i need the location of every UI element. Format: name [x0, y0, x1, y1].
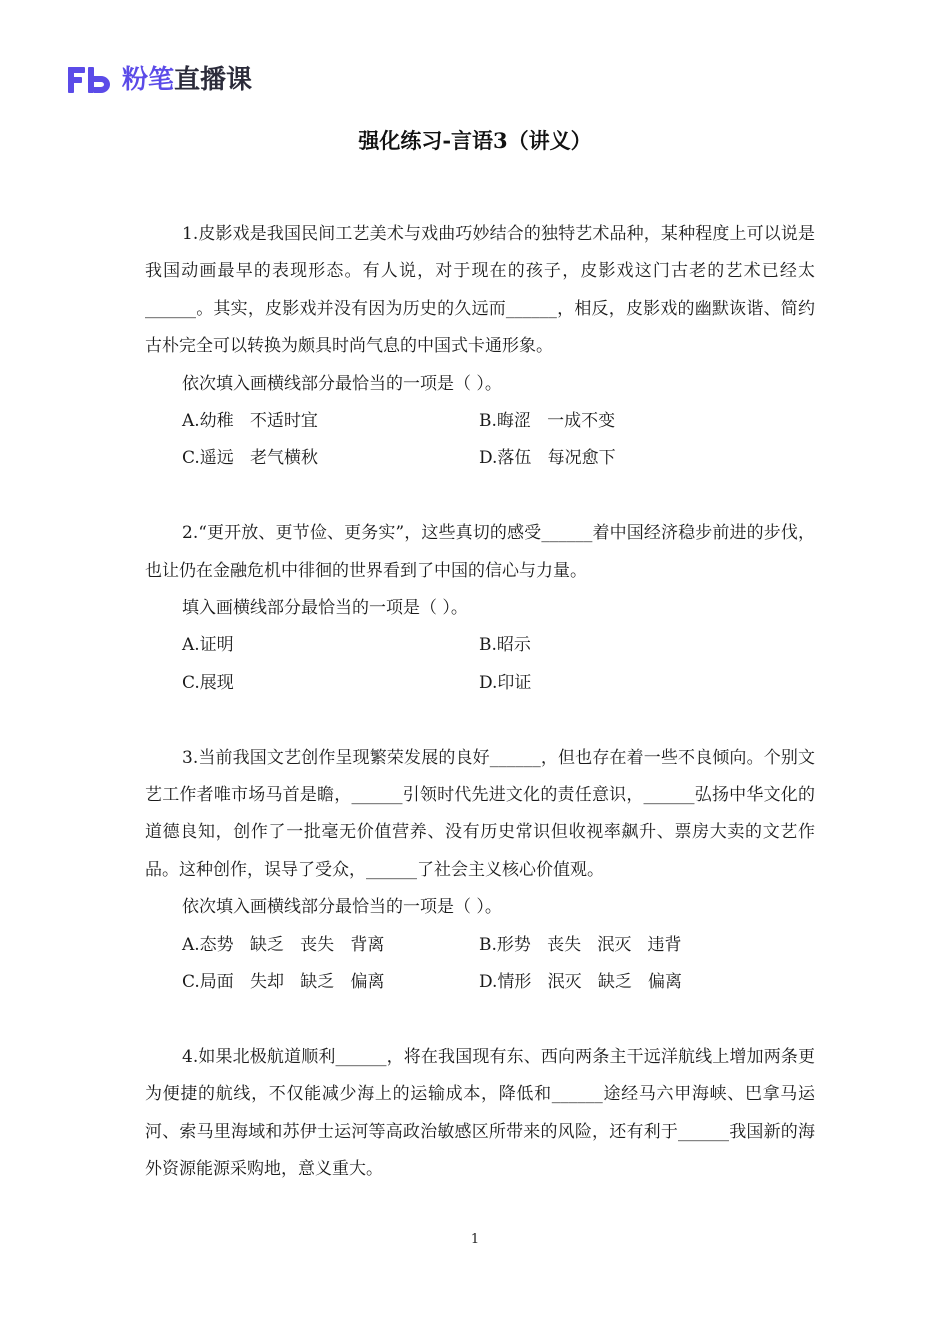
option-a: A.态势 缺乏 丧失 背离 — [182, 934, 385, 955]
question-stem: 4.如果北极航道顺利______，将在我国现有东、西向两条主干远洋航线上增加两条更为便捷的航线，不仅能减少海上的运输成本，降低和______途经马六甲海峡、巴拿马运河、索马里海域和苏伊士运河等高政治敏感区所带来的风险，还有利于______我国新的海外资源能源采购地，意义重大。 — [145, 1046, 815, 1180]
option-d: D.情形 泯灭 缺乏 偏离 — [479, 972, 683, 993]
questions-container — [145, 216, 815, 1226]
options — [145, 403, 815, 478]
brand-logo — [66, 60, 252, 100]
question-stem: 3.当前我国文艺创作呈现繁荣发展的良好______，但也存在着一些不良倾向。个别文艺工作者唯市场马首是瞻，______引领时代先进文化的责任意识，______弘扬中华文化的道德良知，创作了一批毫无价值营养、没有历史常识但收视率飙升、票房大卖的文艺作品。这种创作，误导了受众，______了社会主义核心价值观。 — [145, 747, 815, 880]
option-c: C.局面 失却 缺乏 偏离 — [182, 972, 385, 993]
options — [145, 927, 815, 1002]
fb-logo-icon — [66, 64, 114, 96]
brand-rest: 直播课 — [174, 65, 253, 95]
question-stem: 1.皮影戏是我国民间工艺美术与戏曲巧妙结合的独特艺术品种，某种程度上可以说是我国动画最早的表现形态。有人说，对于现在的孩子，皮影戏这门古老的艺术已经太______。其实，皮影戏并没有因为历史的久远而______，相反，皮影戏的幽默诙谐、简约古朴完全可以转换为颇具时尚气息的中国式卡通形象。 — [145, 224, 815, 357]
option-b: B.形势 丧失 泯灭 违背 — [479, 934, 682, 955]
option-d: D.印证 — [479, 672, 532, 693]
brand-accent: 粉笔 — [122, 65, 175, 95]
question-1 — [145, 216, 815, 478]
option-b: B.晦涩 一成不变 — [479, 411, 616, 432]
brand-name — [122, 60, 252, 100]
question-2 — [145, 515, 815, 702]
option-b: B.昭示 — [479, 635, 531, 656]
option-a: A.幼稚 不适时宜 — [182, 411, 318, 432]
option-a: A.证明 — [182, 635, 234, 656]
options — [145, 627, 815, 702]
option-c: C.遥远 老气横秋 — [182, 448, 319, 469]
question-4 — [145, 1039, 815, 1189]
question-3 — [145, 740, 815, 1002]
question-stem: 2.“更开放、更节俭、更务实”，这些真切的感受______着中国经济稳步前进的步伐，也让仍在金融危机中徘徊的世界看到了中国的信心与力量。 — [145, 523, 815, 581]
question-prompt: 依次填入画横线部分最恰当的一项是（ ）。 — [182, 373, 502, 394]
question-prompt: 填入画横线部分最恰当的一项是（ ）。 — [182, 598, 468, 619]
page-title: 强化练习-言语3（讲义） — [358, 128, 592, 153]
option-d: D.落伍 每况愈下 — [479, 448, 616, 469]
question-prompt: 依次填入画横线部分最恰当的一项是（ ）。 — [182, 897, 502, 918]
option-c: C.展现 — [182, 672, 234, 693]
page-number: 1 — [470, 1232, 480, 1247]
